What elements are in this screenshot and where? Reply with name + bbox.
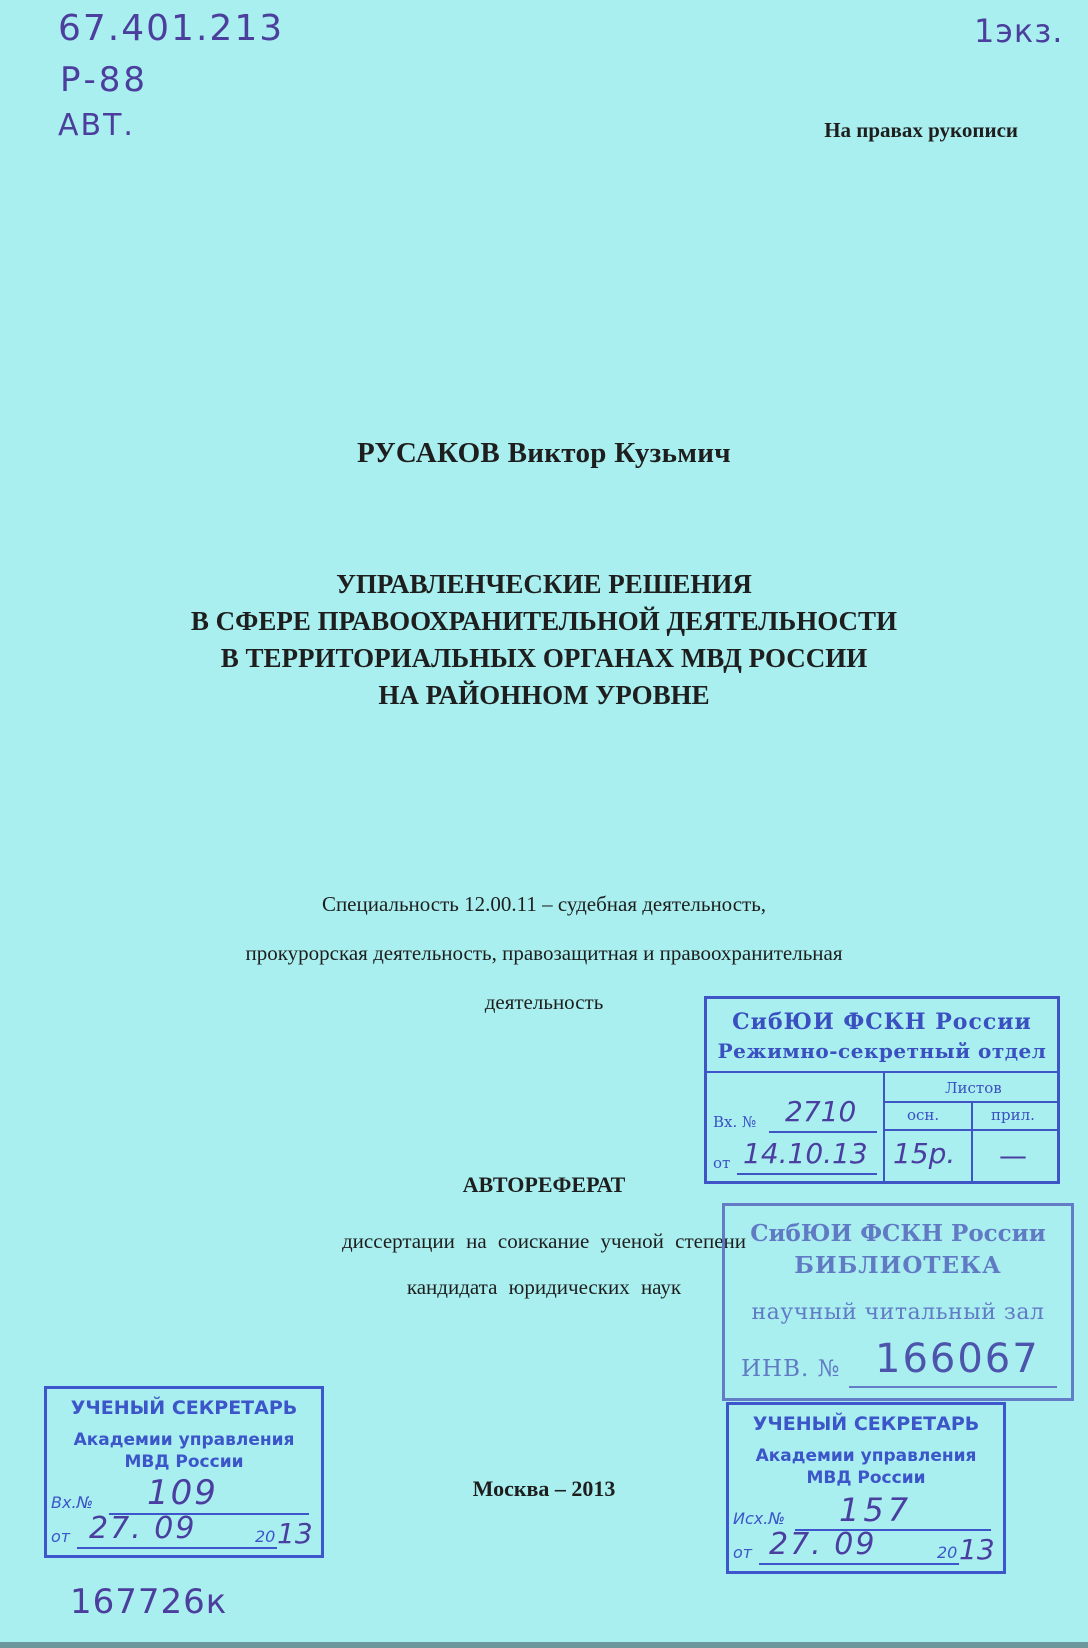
title-line: В ТЕРРИТОРИАЛЬНЫХ ОРГАНАХ МВД РОССИИ bbox=[220, 643, 868, 673]
abstract-line: кандидата юридических наук bbox=[406, 1275, 682, 1299]
secretary-stamp-right bbox=[726, 1402, 1006, 1574]
registry-stamp-appendix-count: — bbox=[999, 1139, 1027, 1172]
secretary-stamp-title: УЧЕНЫЙ СЕКРЕТАРЬ bbox=[752, 1413, 980, 1435]
registry-stamp-appendix-label: прил. bbox=[991, 1106, 1035, 1124]
registry-stamp-in-label: Вх. № bbox=[713, 1113, 757, 1131]
title-line: В СФЕРЕ ПРАВООХРАНИТЕЛЬНОЙ ДЕЯТЕЛЬНОСТИ bbox=[190, 606, 898, 636]
registry-stamp-from-label: от bbox=[713, 1154, 731, 1172]
secretary-stamp-year-prefix: 20 bbox=[937, 1543, 958, 1562]
secretary-stamp-date: 27. 09 bbox=[89, 1511, 197, 1546]
rights-label: На правах рукописи bbox=[824, 118, 1018, 142]
secretary-stamp-no: 157 bbox=[839, 1491, 913, 1529]
secretary-stamp-left bbox=[44, 1386, 324, 1558]
scan-bottom-edge bbox=[0, 1642, 1088, 1648]
secretary-stamp-no-label: Вх.№ bbox=[51, 1493, 94, 1512]
registry-stamp-org: СибЮИ ФСКН России bbox=[732, 1009, 1032, 1035]
handwritten-author-mark: Р-88 bbox=[60, 60, 149, 100]
secretary-stamp-org bbox=[47, 1429, 321, 1473]
secretary-stamp-year-suffix: 13 bbox=[959, 1533, 995, 1566]
abstract-heading: АВТОРЕФЕРАТ bbox=[462, 1172, 626, 1197]
secretary-stamp-title: УЧЕНЫЙ СЕКРЕТАРЬ bbox=[70, 1397, 298, 1419]
handwritten-type-abbr: АВТ. bbox=[58, 108, 135, 143]
secretary-stamp-from-label: от bbox=[733, 1543, 753, 1562]
specialty-line: Специальность 12.00.11 – судебная деятельность, bbox=[321, 892, 767, 916]
registry-stamp-date: 14.10.13 bbox=[743, 1137, 868, 1170]
title-line: НА РАЙОННОМ УРОВНЕ bbox=[378, 680, 710, 710]
registry-stamp-main-count: 15р. bbox=[893, 1137, 956, 1170]
abstract-line: диссертации на соискание ученой степени bbox=[342, 1229, 746, 1253]
secretary-stamp-org bbox=[729, 1445, 1003, 1489]
specialty-line: деятельность bbox=[484, 990, 604, 1014]
secretary-stamp-org-line: МВД России bbox=[124, 1452, 244, 1472]
library-stamp bbox=[722, 1203, 1074, 1401]
handwritten-copies: 1экз. bbox=[974, 12, 1064, 50]
secretary-stamp-org-line: Академии управления bbox=[755, 1446, 977, 1466]
dissertation-title bbox=[0, 566, 1088, 714]
library-stamp-hall: научный читальный зал bbox=[751, 1300, 1045, 1325]
secretary-stamp-no: 109 bbox=[147, 1473, 218, 1513]
secretary-stamp-org-line: Академии управления bbox=[73, 1430, 295, 1450]
secretary-stamp-year-prefix: 20 bbox=[255, 1527, 276, 1546]
title-line: УПРАВЛЕНЧЕСКИЕ РЕШЕНИЯ bbox=[336, 569, 752, 599]
specialty-line: прокурорская деятельность, правозащитная и правоохранительная bbox=[245, 941, 843, 965]
handwritten-bottom-number: 167726к bbox=[70, 1582, 228, 1622]
registry-stamp-dept: Режимно-секретный отдел bbox=[717, 1039, 1047, 1063]
secretary-stamp-date: 27. 09 bbox=[769, 1527, 877, 1562]
library-stamp-inv-number: 166067 bbox=[875, 1336, 1040, 1382]
registry-stamp-in-number: 2710 bbox=[785, 1095, 857, 1128]
registry-stamp-main-label: осн. bbox=[907, 1106, 940, 1124]
library-stamp-title: БИБЛИОТЕКА bbox=[794, 1252, 1002, 1279]
secretary-stamp-no-label: Исх.№ bbox=[733, 1509, 785, 1528]
library-stamp-inv-label: ИНВ. № bbox=[741, 1356, 841, 1382]
author-name: РУСАКОВ Виктор Кузьмич bbox=[357, 437, 731, 469]
library-stamp-org: СибЮИ ФСКН России bbox=[750, 1220, 1046, 1247]
city-year: Москва – 2013 bbox=[472, 1476, 616, 1501]
handwritten-classification-code: 67.401.213 bbox=[58, 8, 285, 49]
secretary-stamp-year-suffix: 13 bbox=[277, 1517, 313, 1550]
secretary-stamp-from-label: от bbox=[51, 1527, 71, 1546]
secretary-stamp-org-line: МВД России bbox=[806, 1468, 926, 1488]
registry-stamp bbox=[704, 996, 1060, 1184]
registry-stamp-sheets-label: Листов bbox=[945, 1079, 1002, 1097]
